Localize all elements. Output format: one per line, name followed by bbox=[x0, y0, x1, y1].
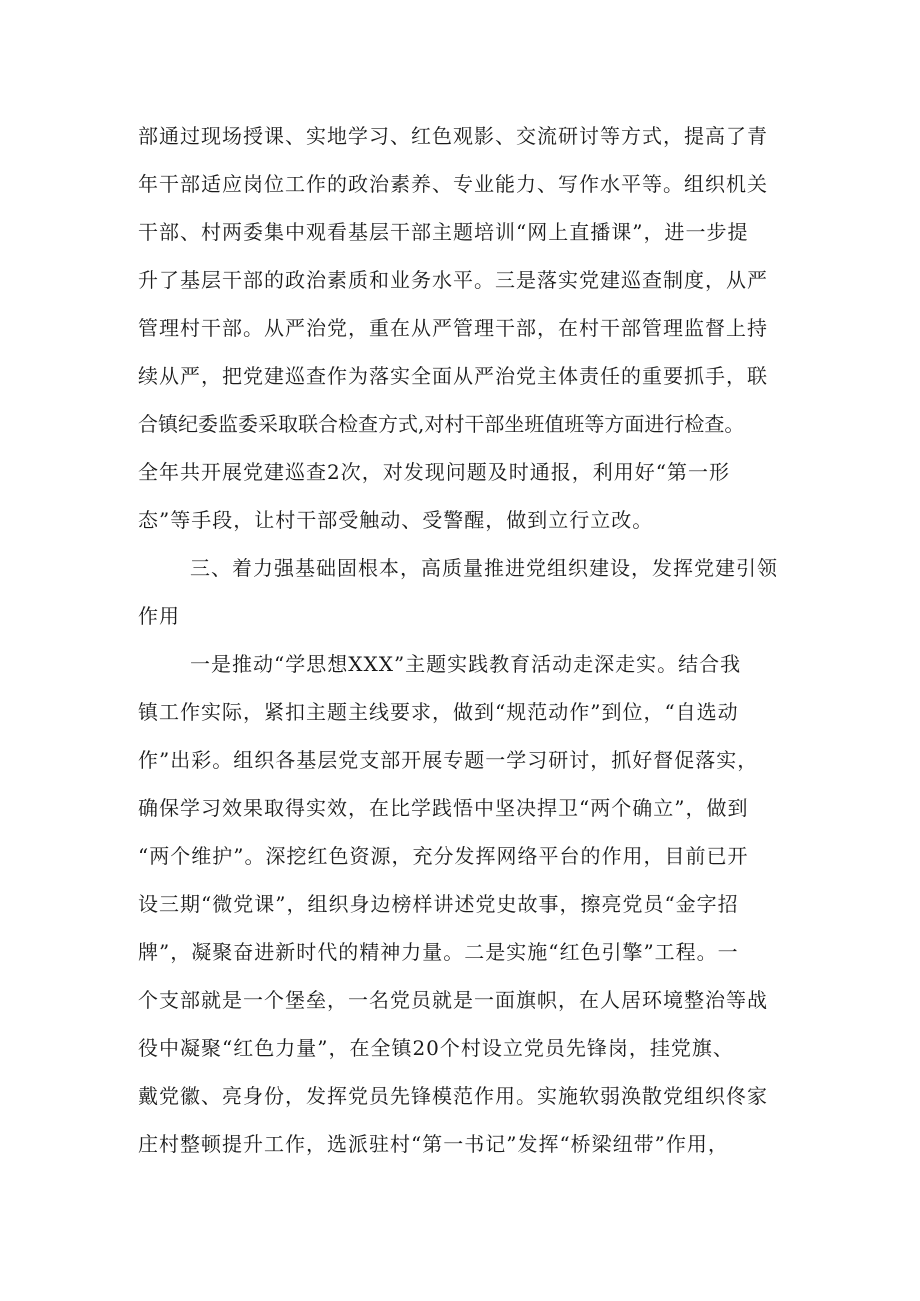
text-line: 升了基层干部的政治素质和业务水平。三是落实党建巡查制度，从严 bbox=[138, 268, 768, 292]
text-line: 续从严，把党建巡查作为落实全面从严治党主体责任的重要抓手，联 bbox=[138, 364, 768, 388]
text-line: 镇工作实际，紧扣主题主线要求，做到“规范动作”到位，“自选动 bbox=[138, 700, 739, 724]
text-line: 庄村整顿提升工作，选派驻村“第一书记”发挥“桥梁纽带”作用， bbox=[138, 1132, 729, 1156]
text-line: 一是推动“学思想XXX”主题实践教育活动走深走实。结合我 bbox=[190, 652, 742, 676]
body-text bbox=[138, 112, 798, 1168]
text-line: 年干部适应岗位工作的政治素养、专业能力、写作水平等。组织机关 bbox=[138, 172, 768, 196]
text-line: “两个维护”。深挖红色资源，充分发挥网络平台的作用，目前已开 bbox=[138, 844, 749, 868]
text-line: 全年共开展党建巡查2次，对发现问题及时通报，利用好“第一形 bbox=[138, 460, 730, 484]
text-line: 态”等手段，让村干部受触动、受警醒，做到立行立改。 bbox=[138, 508, 654, 532]
text-line: 役中凝聚“红色力量”，在全镇20个村设立党员先锋岗，挂党旗、 bbox=[138, 1036, 734, 1060]
text-line: 个支部就是一个堡垒，一名党员就是一面旗帜，在人居环境整治等战 bbox=[138, 988, 768, 1012]
text-line: 作”出彩。组织各基层党支部开展专题一学习研讨，抓好督促落实， bbox=[138, 748, 759, 772]
text-line: 合镇纪委监委采取联合检查方式,对村干部坐班值班等方面进行检查。 bbox=[138, 412, 745, 436]
text-line: 牌”，凝聚奋进新时代的精神力量。二是实施“红色引擎”工程。一 bbox=[138, 940, 739, 964]
text-line: 干部、村两委集中观看基层干部主题培训“网上直播课”，进一步提 bbox=[138, 220, 749, 244]
text-line: 管理村干部。从严治党，重在从严管理干部，在村干部管理监督上持 bbox=[138, 316, 768, 340]
text-line: 部通过现场授课、实地学习、红色观影、交流研讨等方式，提高了青 bbox=[138, 124, 768, 148]
text-line: 戴党徽、亮身份，发挥党员先锋模范作用。实施软弱涣散党组织佟家 bbox=[138, 1084, 768, 1108]
section-heading-line: 作用 bbox=[138, 604, 180, 628]
text-line: 设三期“微党课”，组织身边榜样讲述党史故事，擦亮党员“金字招 bbox=[138, 892, 739, 916]
text-line: 确保学习效果取得实效，在比学践悟中坚决捍卫“两个确立”，做到 bbox=[138, 796, 749, 820]
section-heading-line: 三、着力强基础固根本，高质量推进党组织建设，发挥党建引领 bbox=[190, 556, 778, 580]
